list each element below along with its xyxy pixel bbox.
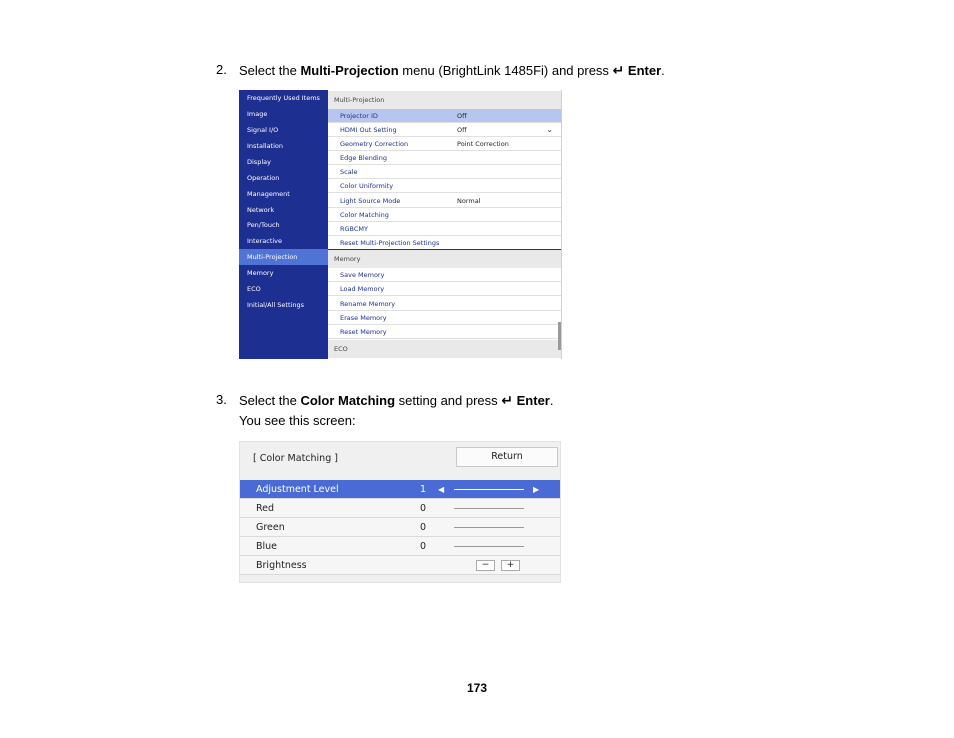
section-header-eco: ECO — [328, 340, 561, 358]
setting-erase-memory[interactable]: Erase Memory — [328, 311, 561, 325]
setting-color-uniformity[interactable]: Color Uniformity — [328, 179, 561, 193]
setting-scale[interactable]: Scale — [328, 165, 561, 179]
menu-item-network[interactable]: Network — [247, 206, 275, 214]
menu-item-display[interactable]: Display — [247, 158, 271, 166]
slider-track[interactable] — [454, 527, 524, 528]
menu-item-interactive[interactable]: Interactive — [247, 237, 283, 245]
multi-projection-menu-screenshot — [239, 90, 562, 359]
row-brightness[interactable]: Brightness − + — [240, 556, 561, 575]
step-number: 3. — [216, 392, 227, 407]
step-number: 2. — [216, 62, 227, 77]
menu-item-memory[interactable]: Memory — [247, 269, 274, 277]
slider-track[interactable] — [454, 489, 524, 490]
setting-hdmi-out[interactable]: HDMI Out Setting Off ⌄ — [328, 123, 561, 137]
row-adjustment-level[interactable]: Adjustment Level 1 ◀ ▶ — [240, 480, 561, 499]
arrow-right-icon[interactable]: ▶ — [533, 485, 540, 494]
enter-key-label: Enter — [627, 63, 662, 78]
main-menu — [239, 90, 328, 359]
arrow-left-icon[interactable]: ◀ — [438, 485, 445, 494]
menu-item-pen-touch[interactable]: Pen/Touch — [247, 221, 280, 229]
menu-item-image[interactable]: Image — [247, 110, 268, 118]
menu-item-signal-io[interactable]: Signal I/O — [247, 126, 279, 134]
setting-load-memory[interactable]: Load Memory — [328, 282, 561, 296]
page-number: 173 — [466, 681, 488, 695]
setting-light-source-mode[interactable]: Light Source Mode Normal — [328, 194, 561, 208]
menu-item-installation[interactable]: Installation — [247, 142, 284, 150]
menu-item-multi-projection[interactable]: Multi-Projection — [239, 249, 328, 265]
menu-item-initial-all-settings[interactable]: Initial/All Settings — [247, 301, 304, 309]
step-text: Select the Multi-Projection menu (BrightLink 1485Fi) and press ↵ Enter. — [239, 62, 665, 78]
menu-item-operation[interactable]: Operation — [247, 174, 280, 182]
enter-key-icon: ↵ — [612, 62, 625, 78]
section-header-multi-projection: Multi-Projection — [328, 91, 561, 109]
screen-title: [ Color Matching ] — [253, 453, 338, 464]
menu-item-management[interactable]: Management — [247, 190, 290, 198]
submenu-panel — [328, 90, 561, 359]
menu-item-frequently-used[interactable]: Frequently Used Items — [247, 94, 320, 102]
section-divider — [328, 249, 561, 250]
setting-save-memory[interactable]: Save Memory — [328, 268, 561, 282]
color-matching-screenshot — [239, 441, 561, 583]
enter-key-label: Enter — [516, 393, 550, 408]
plus-button[interactable]: + — [501, 560, 520, 571]
setting-color-matching[interactable]: Color Matching — [328, 208, 561, 222]
minus-button[interactable]: − — [476, 560, 495, 571]
setting-edge-blending[interactable]: Edge Blending — [328, 151, 561, 165]
chevron-down-icon[interactable]: ⌄ — [546, 125, 553, 134]
step-3-result: You see this screen: — [239, 413, 356, 428]
menu-name: Multi-Projection — [300, 63, 399, 78]
slider-track[interactable] — [454, 546, 524, 547]
row-red[interactable]: Red 0 — [240, 499, 561, 518]
scrollbar[interactable] — [558, 322, 561, 350]
setting-geometry-correction[interactable]: Geometry Correction Point Correction — [328, 137, 561, 151]
menu-item-eco[interactable]: ECO — [247, 285, 261, 293]
slider-track[interactable] — [454, 508, 524, 509]
setting-rgbcmy[interactable]: RGBCMY — [328, 222, 561, 236]
setting-reset-multi-projection[interactable]: Reset Multi-Projection Settings — [328, 236, 561, 250]
return-button[interactable]: Return — [456, 447, 558, 467]
enter-key-icon: ↵ — [501, 392, 514, 408]
setting-projector-id[interactable]: Projector ID Off — [328, 109, 561, 123]
setting-reset-memory[interactable]: Reset Memory — [328, 325, 561, 339]
setting-name: Color Matching — [300, 393, 396, 408]
section-header-memory: Memory — [328, 250, 561, 268]
row-blue[interactable]: Blue 0 — [240, 537, 561, 556]
step-text: Select the Color Matching setting and press ↵ Enter. — [239, 392, 554, 408]
row-green[interactable]: Green 0 — [240, 518, 561, 537]
setting-rename-memory[interactable]: Rename Memory — [328, 297, 561, 311]
